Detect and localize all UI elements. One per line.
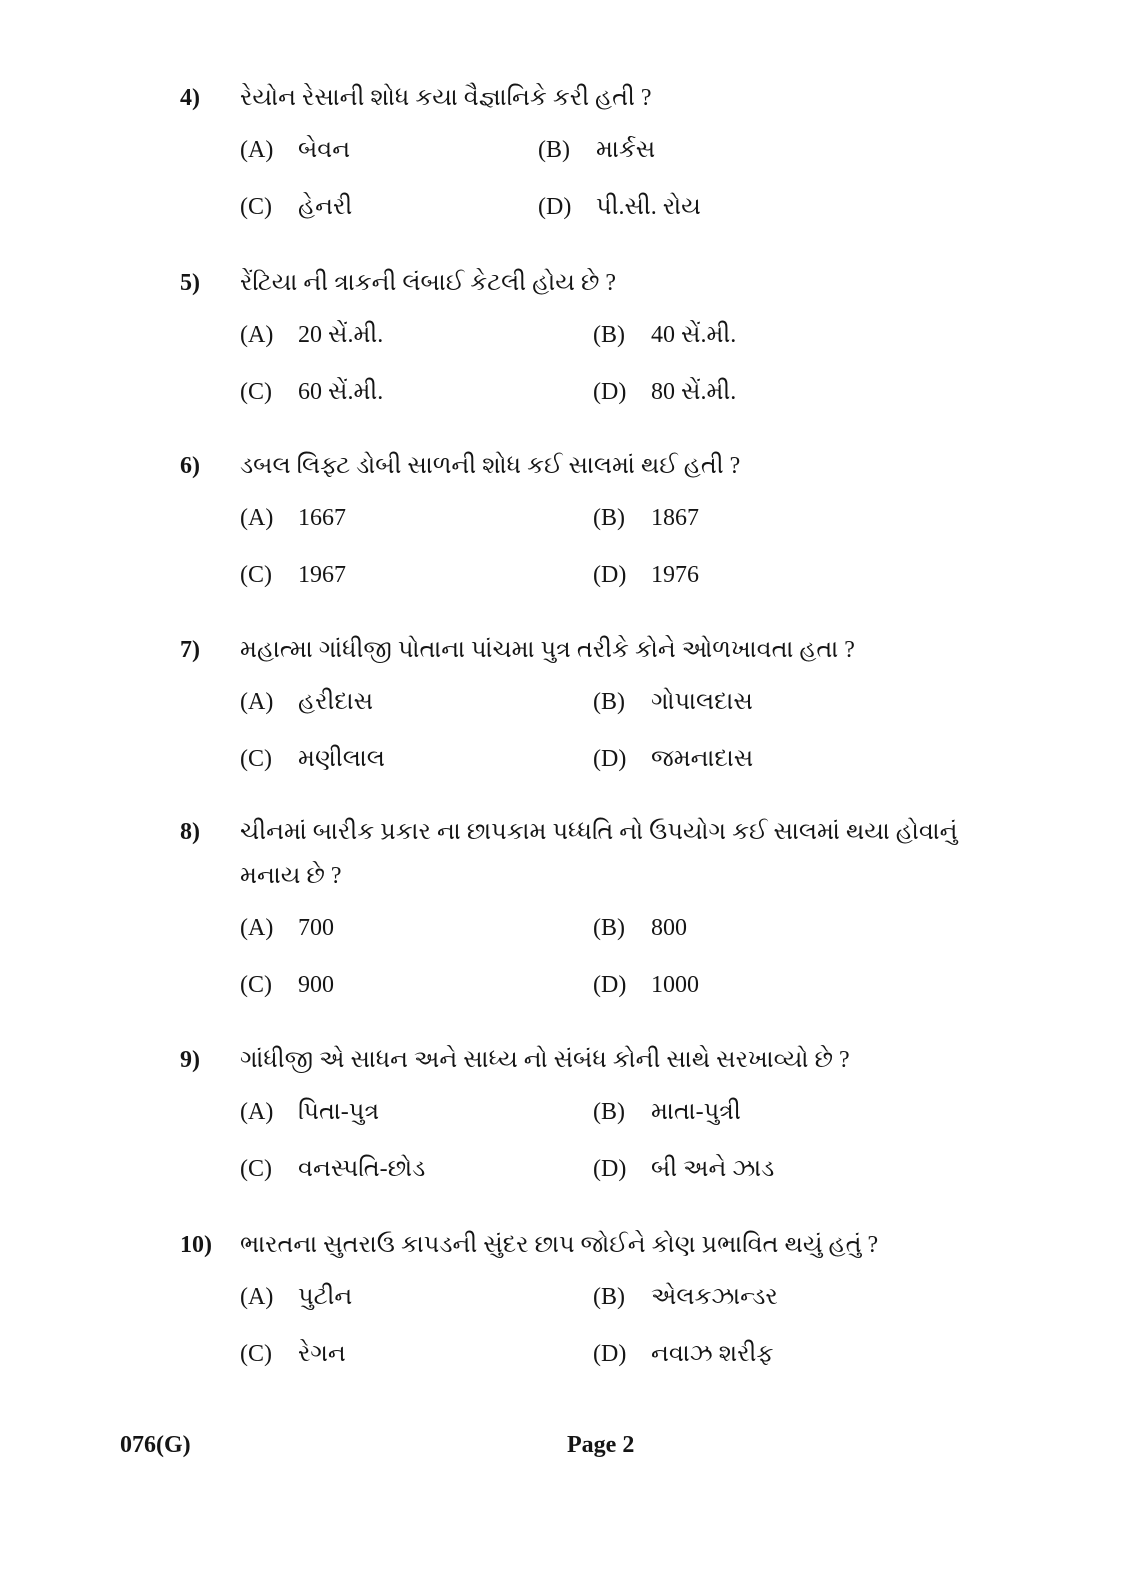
- option-row: [0, 502, 1127, 534]
- option-row: [0, 1096, 1127, 1128]
- option-row: [0, 1338, 1127, 1370]
- option-text: 80 સેં.મી.: [651, 379, 737, 405]
- option-b: [593, 1281, 778, 1313]
- option-label: (A): [240, 915, 274, 941]
- option-label: (B): [593, 322, 625, 348]
- option-a: [240, 502, 346, 534]
- question-4: [0, 76, 1127, 248]
- option-label: (A): [240, 689, 274, 715]
- option-c: [240, 376, 383, 408]
- option-row: [0, 1281, 1127, 1313]
- question-number: 5): [180, 270, 200, 296]
- option-d: [593, 1153, 774, 1185]
- option-label: (D): [593, 746, 627, 772]
- option-label: (C): [240, 379, 272, 405]
- option-label: (B): [593, 1284, 625, 1310]
- page-number: Page 2: [567, 1432, 635, 1458]
- option-a: [240, 319, 383, 351]
- option-c: [240, 1338, 346, 1370]
- question-number: 4): [180, 85, 200, 111]
- option-text: 60 સેં.મી.: [298, 379, 384, 405]
- option-a: [240, 134, 350, 166]
- option-text: પુટીન: [298, 1284, 353, 1310]
- option-c: [240, 1153, 425, 1185]
- option-text: હેનરી: [298, 194, 353, 220]
- option-d: [593, 969, 699, 1001]
- option-c: [240, 559, 346, 591]
- option-a: [240, 912, 334, 944]
- question-text: ચીનમાં બારીક પ્રકાર ના છાપકામ પધ્ધતિ નો ઉપયોગ કઈ સાલમાં થયા હોવાનું મનાય છે ?: [240, 819, 958, 889]
- option-b: [593, 502, 699, 534]
- option-b: [593, 912, 687, 944]
- question-10: [0, 1223, 1127, 1395]
- option-b: [593, 319, 736, 351]
- option-label: (B): [593, 1099, 625, 1125]
- option-text: નવાઝ શરીફ: [651, 1341, 774, 1367]
- option-label: (A): [240, 1284, 274, 1310]
- option-row: [0, 912, 1127, 944]
- option-text: 1000: [651, 972, 699, 998]
- question-text: ડબલ લિફ્ટ ડોબી સાળની શોધ કઈ સાલમાં થઈ હતી ?: [240, 453, 741, 479]
- option-text: બી અને ઝાડ: [651, 1156, 775, 1182]
- option-row: [0, 134, 1127, 166]
- option-text: હરીદાસ: [298, 689, 374, 715]
- option-row: [0, 969, 1127, 1001]
- option-label: (C): [240, 194, 272, 220]
- option-label: (C): [240, 746, 272, 772]
- option-text: જમનાદાસ: [651, 746, 754, 772]
- option-text: એલકઝાન્ડર: [651, 1284, 778, 1310]
- question-text: રેંટિયા ની ત્રાકની લંબાઈ કેટલી હોય છે ?: [240, 270, 617, 296]
- option-label: (D): [593, 379, 627, 405]
- option-row: [0, 559, 1127, 591]
- option-label: (C): [240, 1156, 272, 1182]
- option-label: (A): [240, 322, 274, 348]
- option-label: (C): [240, 1341, 272, 1367]
- question-text: મહાત્મા ગાંધીજી પોતાના પાંચમા પુત્ર તરીકે કોને ઓળખાવતા હતા ?: [240, 637, 855, 663]
- option-row: [0, 686, 1127, 718]
- question-number: 7): [180, 637, 200, 663]
- question-8: [0, 810, 1127, 1026]
- question-9: [0, 1038, 1127, 1210]
- option-label: (D): [593, 972, 627, 998]
- option-row: [0, 191, 1127, 223]
- option-label: (B): [538, 137, 570, 163]
- option-text: માતા-પુત્રી: [651, 1099, 741, 1125]
- option-text: પિતા-પુત્ર: [298, 1099, 380, 1125]
- question-7: [0, 628, 1127, 800]
- question-number: 8): [180, 819, 200, 845]
- option-text: રેગન: [298, 1341, 346, 1367]
- option-d: [593, 559, 699, 591]
- option-text: 1976: [651, 562, 699, 588]
- paper-code: 076(G): [120, 1432, 191, 1458]
- option-c: [240, 743, 385, 775]
- option-text: 40 સેં.મી.: [651, 322, 737, 348]
- option-text: 1667: [298, 505, 346, 531]
- option-b: [593, 686, 753, 718]
- option-text: બેવન: [298, 137, 351, 163]
- option-label: (B): [593, 689, 625, 715]
- option-label: (D): [593, 1341, 627, 1367]
- option-row: [0, 1153, 1127, 1185]
- option-label: (D): [593, 1156, 627, 1182]
- option-label: (C): [240, 562, 272, 588]
- question-text: ભારતના સુતરાઉ કાપડની સુંદર છાપ જોઈને કોણ પ્રભાવિત થયું હતું ?: [240, 1232, 879, 1258]
- option-text: 20 સેં.મી.: [298, 322, 384, 348]
- option-text: 800: [651, 915, 687, 941]
- option-c: [240, 969, 334, 1001]
- question-number: 6): [180, 453, 200, 479]
- option-text: 1867: [651, 505, 699, 531]
- option-a: [240, 686, 373, 718]
- question-number: 9): [180, 1047, 200, 1073]
- option-d: [538, 191, 701, 223]
- option-d: [593, 1338, 774, 1370]
- option-text: મણીલાલ: [298, 746, 385, 772]
- question-text: રેયોન રેસાની શોધ કયા વૈજ્ઞાનિકે કરી હતી ?: [240, 85, 652, 111]
- option-a: [240, 1096, 379, 1128]
- option-label: (D): [538, 194, 572, 220]
- option-row: [0, 376, 1127, 408]
- question-6: [0, 444, 1127, 616]
- option-text: 900: [298, 972, 334, 998]
- option-label: (D): [593, 562, 627, 588]
- option-text: 1967: [298, 562, 346, 588]
- question-text: ગાંધીજી એ સાધન અને સાધ્ય નો સંબંધ કોની સાથે સરખાવ્યો છે ?: [240, 1047, 850, 1073]
- option-c: [240, 191, 352, 223]
- option-label: (A): [240, 137, 274, 163]
- option-text: વનસ્પતિ-છોડ: [298, 1156, 426, 1182]
- option-text: ગોપાલદાસ: [651, 689, 753, 715]
- option-text: 700: [298, 915, 334, 941]
- option-a: [240, 1281, 352, 1313]
- option-d: [593, 743, 753, 775]
- option-b: [593, 1096, 741, 1128]
- option-label: (B): [593, 915, 625, 941]
- option-d: [593, 376, 736, 408]
- question-number: 10): [180, 1232, 212, 1258]
- option-text: પી.સી. રોય: [596, 194, 701, 220]
- question-5: [0, 261, 1127, 433]
- option-row: [0, 743, 1127, 775]
- option-label: (A): [240, 505, 274, 531]
- option-b: [538, 134, 655, 166]
- option-label: (A): [240, 1099, 274, 1125]
- option-row: [0, 319, 1127, 351]
- option-label: (C): [240, 972, 272, 998]
- option-text: માર્કસ: [596, 137, 656, 163]
- option-label: (B): [593, 505, 625, 531]
